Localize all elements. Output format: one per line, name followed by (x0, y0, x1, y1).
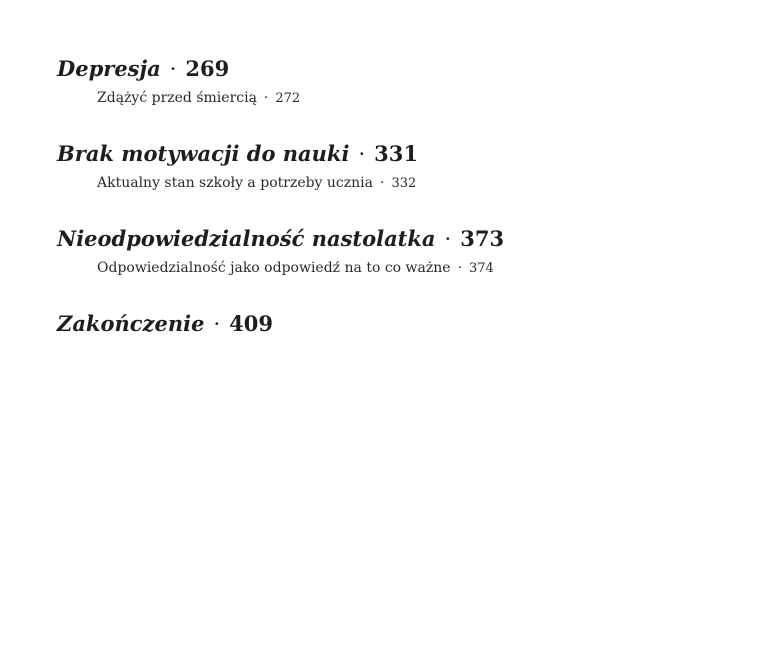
table-of-contents (57, 52, 737, 341)
toc-entry-nieodpowiedzialnosc (57, 222, 737, 281)
chapter-title: Depresja (57, 56, 161, 81)
section-title: Odpowiedzialność jako odpowiedź na to co ważne (97, 260, 451, 276)
section-title: Zdążyć przed śmiercią (97, 90, 257, 106)
section-page-number: 332 (391, 176, 417, 191)
chapter-page-number: 331 (374, 141, 418, 166)
chapter-page-number: 409 (229, 311, 273, 336)
section-title: Aktualny stan szkoły a potrzeby ucznia (97, 175, 373, 191)
section-page-number: 374 (469, 261, 494, 276)
section-line (97, 86, 737, 111)
separator-dot: · (380, 175, 385, 191)
chapter-title: Brak motywacji do nauki (57, 141, 350, 166)
chapter-heading (57, 137, 737, 171)
chapter-title: Zakończenie (57, 311, 205, 336)
separator-dot: · (457, 260, 463, 276)
toc-entry-zakonczenie (57, 307, 737, 341)
separator-dot: · (169, 57, 177, 81)
toc-entry-brak-motywacji (57, 137, 737, 196)
separator-dot: · (213, 312, 221, 336)
separator-dot: · (444, 227, 452, 251)
section-line (97, 256, 737, 281)
chapter-page-number: 373 (460, 226, 505, 251)
chapter-heading (57, 307, 737, 341)
separator-dot: · (263, 90, 269, 106)
toc-entry-depresja (57, 52, 737, 111)
chapter-heading (57, 222, 737, 256)
chapter-title: Nieodpowiedzialność nastolatka (57, 226, 436, 251)
section-page-number: 272 (275, 91, 301, 106)
chapter-page-number: 269 (185, 56, 230, 81)
section-line (97, 171, 737, 196)
separator-dot: · (358, 142, 366, 166)
chapter-heading (57, 52, 737, 86)
